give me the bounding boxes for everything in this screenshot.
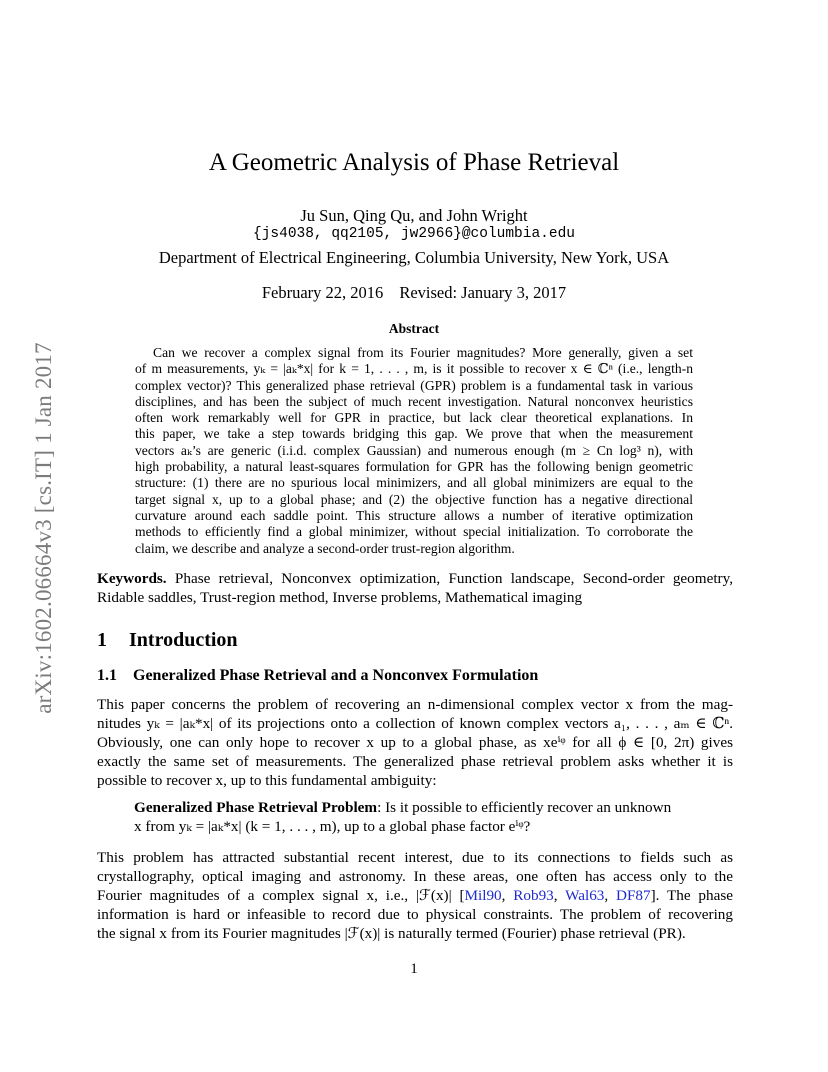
subsection-title: Generalized Phase Retrieval and a Nonconvex Formulation — [133, 667, 539, 684]
authors: Ju Sun, Qing Qu, and John Wright — [300, 206, 528, 225]
dates — [0, 283, 828, 303]
abstract-line: Can we recover a complex signal from its Fourier magnitudes? More generally, given a set — [153, 345, 693, 360]
paragraph-line: nitudes yₖ = |aₖ*x| of its projections onto a collection of known complex vectors a₁, . . . , aₘ ∈ ℂⁿ. — [97, 715, 733, 732]
abstract-line: complex vector)? This generalized phase retrieval (GPR) problem is a fundamental task in various — [135, 377, 693, 393]
paragraph-line: the signal x from its Fourier magnitudes |ℱ(x)| is naturally termed (Fourier) phase retrieval (PR). — [97, 925, 686, 942]
citation-link[interactable]: DF87 — [616, 887, 651, 904]
citation-link[interactable]: Mil90 — [464, 887, 502, 904]
abstract-line: often work remarkably well for GPR in practice, but lack clear theoretical explanations. In — [135, 410, 693, 426]
paragraph-line: crystallography, optical imaging and astronomy. In these areas, one often has access only to the — [97, 868, 733, 885]
problem-label: Generalized Phase Retrieval Problem — [134, 799, 378, 816]
paragraph-text: Fourier magnitudes of a complex signal x, i.e., |ℱ(x)| [ — [97, 887, 465, 904]
section-title: Introduction — [129, 629, 238, 651]
section-number: 1 — [97, 629, 107, 651]
abstract-line: high probability, a natural least-squares formulation for GPR has the following benign geometric — [135, 459, 693, 475]
abstract-line: of m measurements, yₖ = |aₖ*x| for k = 1, . . . , m, is it possible to recover x ∈ ℂⁿ (i.e., length-n — [135, 361, 693, 377]
author-emails: {js4038, qq2105, jw2966}@columbia.edu — [253, 226, 575, 242]
paragraph-line: information is hard or infeasible to record due to physical constraints. The problem of recovering — [97, 906, 733, 923]
abstract-line: this paper, we take a step towards bridging this gap. We prove that when the measurement — [135, 426, 693, 442]
keywords-line — [97, 569, 733, 588]
keywords-text: Phase retrieval, Nonconvex optimization, Function landscape, Second-order geometry, — [174, 570, 734, 587]
abstract-body — [135, 345, 693, 557]
keywords-line: Ridable saddles, Trust-region method, Inverse problems, Mathematical imaging — [97, 589, 583, 606]
problem-line — [134, 798, 671, 817]
abstract-line: methods to efficiently find a global minimizer, without special initialization. To corroborate the — [135, 524, 693, 540]
section-heading — [97, 629, 238, 652]
submission-date: February 22, 2016 — [261, 283, 384, 302]
abstract-line: target signal x, up to a global phase; and (2) the objective function has a negative directional — [135, 491, 693, 507]
paragraph-line: Fourier magnitudes of a complex signal x, i.e., |ℱ(x)| [Mil90, Rob93, Wal63, DF87]. The phase — [97, 887, 733, 904]
paragraph-text: ]. The phase — [650, 887, 733, 904]
keywords — [97, 569, 733, 607]
paragraph-line: This paper concerns the problem of recovering an n-dimensional complex vector x from the mag- — [97, 696, 733, 713]
paragraph — [97, 848, 733, 943]
abstract-line: structure: (1) there are no spurious local minimizers, and all global minimizers are equal to the — [135, 475, 693, 491]
citation-link[interactable]: Wal63 — [565, 887, 605, 904]
paper-title: A Geometric Analysis of Phase Retrieval — [208, 149, 620, 176]
problem-text: : Is it possible to efficiently recover an unknown — [377, 799, 672, 816]
paragraph-line: exactly the same set of measurements. The generalized phase retrieval problem asks whether it is — [97, 753, 733, 770]
abstract-line: claim, we describe and analyze a second-order trust-region algorithm. — [135, 540, 515, 556]
arxiv-identifier: arXiv:1602.06664v3 [cs.IT] 1 Jan 2017 — [31, 342, 56, 714]
problem-statement — [134, 798, 671, 836]
revised-date: Revised: January 3, 2017 — [399, 283, 567, 302]
keywords-label: Keywords. — [97, 570, 167, 587]
page-number: 1 — [410, 961, 418, 977]
affiliation: Department of Electrical Engineering, Columbia University, New York, USA — [158, 248, 670, 267]
subsection-heading — [97, 667, 538, 685]
paragraph-line: possible to recover x, up to this fundamental ambiguity: — [97, 772, 437, 789]
paragraph-line: Obviously, one can only hope to recover x up to a global phase, as xeⁱᵠ for all ϕ ∈ [0, 2π) gives — [97, 734, 733, 751]
problem-line: x from yₖ = |aₖ*x| (k = 1, . . . , m), up to a global phase factor eⁱᵠ? — [134, 818, 531, 835]
abstract-heading: Abstract — [388, 321, 440, 336]
paragraph-line: This problem has attracted substantial recent interest, due to its connections to fields such as — [97, 849, 733, 866]
subsection-number: 1.1 — [97, 667, 117, 684]
paragraph — [97, 695, 733, 790]
abstract-line: vectors aₖ’s are generic (i.i.d. complex Gaussian) and numerous enough (m ≥ Cn log³ n), with — [135, 442, 693, 458]
abstract-line: disciplines, and has been the subject of much recent investigation. Natural nonconvex heuristics — [135, 393, 693, 409]
citation-link[interactable]: Rob93 — [513, 887, 554, 904]
abstract-line: curvature around each saddle point. This structure allows a number of iterative optimization — [135, 507, 693, 523]
